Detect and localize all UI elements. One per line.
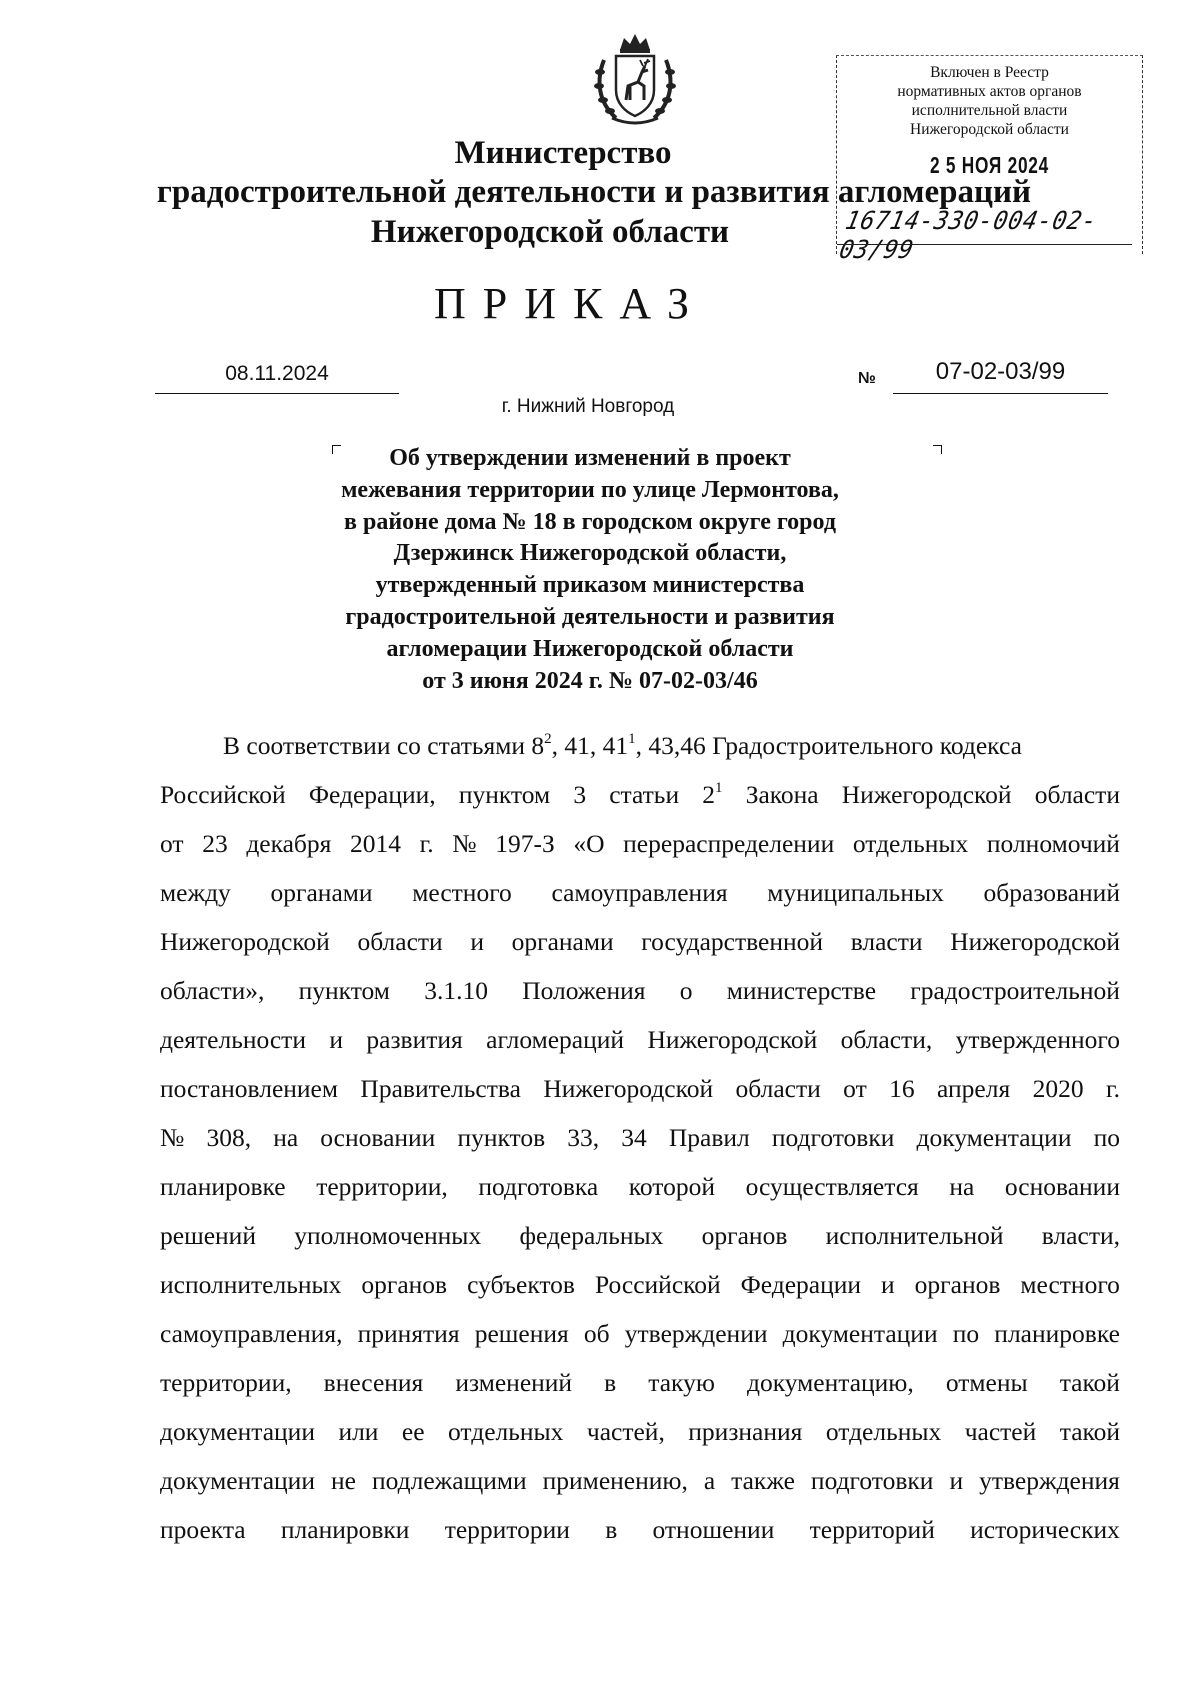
body-word: органов xyxy=(914,1270,1001,1299)
body-word: 16 xyxy=(889,1074,915,1103)
body-word: подготовки xyxy=(771,1123,895,1152)
body-word: планировки xyxy=(280,1515,410,1544)
body-word: Правительства xyxy=(360,1074,521,1103)
body-word: решений xyxy=(160,1221,256,1250)
body-word: 308, xyxy=(206,1123,252,1152)
body-word: г. xyxy=(1106,1074,1120,1103)
body-word: территорий xyxy=(809,1515,935,1544)
body-word: пунктов xyxy=(457,1123,546,1152)
body-line xyxy=(160,1358,1120,1407)
body-word: субъектов xyxy=(467,1270,575,1299)
body-word: 34 xyxy=(621,1123,647,1152)
body-word: между xyxy=(160,878,231,907)
subject-line: Дзержинск Нижегородской области, xyxy=(393,540,787,567)
subject-line: межевания территории по улице Лермонтова, xyxy=(341,476,839,503)
body-line xyxy=(160,1064,1120,1113)
body-word: и xyxy=(329,1025,344,1054)
body-word: уполномоченных xyxy=(294,1221,482,1250)
date-underline xyxy=(155,393,399,394)
body-word: агломераций xyxy=(486,1025,625,1054)
number-underline xyxy=(893,393,1108,394)
body-word: деятельности xyxy=(160,1025,306,1054)
body-word: 197-З xyxy=(495,829,555,858)
body-word: частей, xyxy=(586,1417,665,1446)
body-word: пунктом xyxy=(298,976,390,1005)
body-word: по xyxy=(952,1319,980,1348)
body-word: Федерации xyxy=(740,1270,862,1299)
body-word: 2020 xyxy=(1032,1074,1084,1103)
org-name-line2: градостроительной деятельности и развития агломераций xyxy=(156,174,1032,210)
body-word: подготовка xyxy=(478,1172,599,1201)
body-word: утверждения xyxy=(979,1466,1120,1495)
body-word: от xyxy=(843,1074,867,1103)
stamp-line4: Нижегородской области xyxy=(910,121,1069,138)
body-word: на xyxy=(949,1172,975,1201)
body-word: государственной xyxy=(641,927,824,956)
body-word: органами xyxy=(270,878,373,907)
body-word: статьи xyxy=(609,780,680,809)
body-line xyxy=(160,1309,1120,1358)
body-word: территории xyxy=(444,1515,570,1544)
stamp-date: 2 5 НОЯ 2024 xyxy=(930,152,1049,178)
stamp-registration-number: 16714-330-004-02-03/99 xyxy=(836,206,1101,264)
body-word: которой xyxy=(628,1172,715,1201)
body-word: применению, xyxy=(542,1466,688,1495)
body-word: территории, xyxy=(160,1368,292,1397)
body-word: перераспределении xyxy=(623,829,835,858)
body-word: министерстве xyxy=(726,976,877,1005)
body-word: основании xyxy=(320,1123,436,1152)
body-word: Правил xyxy=(668,1123,750,1152)
body-word: органов xyxy=(361,1270,448,1299)
body-word: Российской xyxy=(160,780,286,809)
body-word: в xyxy=(605,1515,618,1544)
body-word: признания xyxy=(688,1417,803,1446)
body-word: исторических xyxy=(970,1515,1120,1544)
body-word: такой xyxy=(1059,1417,1120,1446)
body-word: органов xyxy=(701,1221,788,1250)
body-word: планировке xyxy=(994,1319,1120,1348)
body-word: изменений xyxy=(455,1368,573,1397)
body-word: апреля xyxy=(937,1074,1011,1103)
body-word: области xyxy=(1034,780,1120,809)
body-word: Российской xyxy=(594,1270,721,1299)
body-word: власти, xyxy=(1041,1221,1120,1250)
body-word: г. xyxy=(419,829,434,858)
number-label: № xyxy=(858,370,876,387)
body-word: Нижегородской xyxy=(841,780,1012,809)
body-word: ее xyxy=(401,1417,425,1446)
body-word: основании xyxy=(1004,1172,1120,1201)
body-word: Закона xyxy=(745,780,819,809)
body-word: исполнительных xyxy=(160,1270,342,1299)
body-line xyxy=(160,1113,1120,1162)
body-word: федеральных xyxy=(519,1221,664,1250)
subject-line: от 3 июня 2024 г. № 07-02-03/46 xyxy=(422,667,758,694)
body-line xyxy=(160,1456,1120,1505)
body-word: 23 xyxy=(202,829,228,858)
body-word: и xyxy=(881,1270,895,1299)
order-subject xyxy=(300,443,880,697)
body-word: на xyxy=(273,1123,299,1152)
body-word: о xyxy=(679,976,693,1005)
body-word: документации xyxy=(160,1417,315,1446)
body-word: отдельных xyxy=(448,1417,564,1446)
body-word: области xyxy=(735,1074,821,1103)
order-body xyxy=(160,721,1120,1554)
body-word: исполнительной xyxy=(825,1221,1004,1250)
body-word: развития xyxy=(366,1025,463,1054)
body-word: от xyxy=(160,829,184,858)
body-word: области», xyxy=(160,976,265,1005)
org-name-line3: Нижегородской области xyxy=(370,214,730,250)
body-word: полномочий xyxy=(986,829,1120,858)
body-word: об xyxy=(583,1319,610,1348)
body-word: постановлением xyxy=(160,1074,339,1103)
stamp-line3: исполнительной власти xyxy=(911,102,1068,119)
body-line xyxy=(160,1162,1120,1211)
body-line xyxy=(160,1505,1120,1554)
body-word: решения xyxy=(474,1319,569,1348)
body-word: Нижегородской xyxy=(647,1025,818,1054)
body-word: $2^1$ xyxy=(702,779,723,809)
body-word: Нижегородской xyxy=(543,1074,714,1103)
org-name-line1: Министерство xyxy=(454,135,672,171)
body-word: подготовки xyxy=(810,1466,934,1495)
body-word: муниципальных xyxy=(767,878,944,907)
body-line xyxy=(160,721,1120,770)
city: г. Нижний Новгород xyxy=(501,396,675,417)
body-word: также xyxy=(731,1466,795,1495)
body-word: или xyxy=(338,1417,379,1446)
subject-line: агломерации Нижегородской области xyxy=(386,635,794,662)
body-word: Положения xyxy=(522,976,646,1005)
body-word: самоуправления xyxy=(551,878,728,907)
body-line xyxy=(160,770,1120,819)
body-line xyxy=(160,1015,1120,1064)
body-line xyxy=(160,1260,1120,1309)
body-word: такую xyxy=(648,1368,715,1397)
body-word: документации xyxy=(782,1319,938,1348)
stamp-underline xyxy=(837,244,1132,245)
body-word: не xyxy=(330,1466,356,1495)
coat-of-arms-icon xyxy=(590,30,680,130)
body-word: Нижегородской xyxy=(950,927,1120,956)
body-word: и xyxy=(949,1466,964,1495)
body-word: местного xyxy=(1020,1270,1120,1299)
body-text: В соответствии со статьями $8^2$, 41, $41^1$, 43,46 Градостроительного кодекса xyxy=(223,730,1022,760)
body-word: отношении xyxy=(652,1515,775,1544)
body-line xyxy=(160,819,1120,868)
body-word: подлежащими xyxy=(371,1466,527,1495)
body-word: по xyxy=(1093,1123,1120,1152)
subject-corner-right xyxy=(933,445,942,454)
body-word: градостроительной xyxy=(910,976,1120,1005)
body-word: образований xyxy=(983,878,1120,907)
body-line xyxy=(160,1407,1120,1456)
body-word: отмены xyxy=(945,1368,1028,1397)
body-word: 2014 xyxy=(350,829,402,858)
body-word: «О xyxy=(573,829,605,858)
body-word: планировке xyxy=(160,1172,286,1201)
body-word: принятия xyxy=(357,1319,460,1348)
body-word: утвержденного xyxy=(955,1025,1120,1054)
subject-line: Об утверждении изменений в проект xyxy=(389,445,791,471)
body-word: власти xyxy=(850,927,923,956)
body-word: отдельных xyxy=(852,829,969,858)
body-word: области xyxy=(357,927,443,956)
body-word: частей xyxy=(964,1417,1037,1446)
body-word: такой xyxy=(1059,1368,1120,1397)
body-word: пунктом xyxy=(458,780,551,809)
body-line xyxy=(160,1211,1120,1260)
body-word: 3 xyxy=(573,780,587,809)
registry-stamp xyxy=(836,55,1143,264)
body-word: в xyxy=(604,1368,617,1397)
body-line xyxy=(160,966,1120,1015)
stamp-line2: нормативных актов органов xyxy=(897,83,1082,100)
body-word: проекта xyxy=(160,1515,246,1544)
body-word: документации xyxy=(916,1123,1072,1152)
body-word: отдельных xyxy=(825,1417,942,1446)
body-word: 33, xyxy=(567,1123,600,1152)
body-word: внесения xyxy=(323,1368,424,1397)
subject-line: в районе дома № 18 в городском округе город xyxy=(344,508,836,535)
subject-line: утвержденный приказом министерства xyxy=(375,572,805,599)
body-word: № xyxy=(160,1123,185,1152)
order-date: 08.11.2024 xyxy=(225,362,329,385)
body-word: самоуправления, xyxy=(160,1319,343,1348)
body-word: Федерации, xyxy=(308,780,436,809)
body-word: 3.1.10 xyxy=(424,976,488,1005)
body-word: осуществляется xyxy=(745,1172,919,1201)
body-word: органами xyxy=(511,927,614,956)
body-word: местного xyxy=(412,878,512,907)
body-word: документацию, xyxy=(746,1368,914,1397)
body-word: а xyxy=(703,1466,716,1495)
body-word: № xyxy=(452,829,477,858)
order-number: 07-02-03/99 xyxy=(935,358,1066,385)
body-word: территории, xyxy=(316,1172,448,1201)
stamp-line1: Включен в Реестр xyxy=(930,64,1049,81)
body-word: декабря xyxy=(246,829,332,858)
body-word: области, xyxy=(840,1025,933,1054)
body-word: документации xyxy=(160,1466,315,1495)
body-word: Нижегородской xyxy=(160,927,330,956)
body-word: и xyxy=(470,927,484,956)
document-title: ПРИКАЗ xyxy=(433,279,707,328)
body-line xyxy=(160,917,1120,966)
subject-line: градостроительной деятельности и развития xyxy=(345,603,835,630)
body-line xyxy=(160,868,1120,917)
body-word: утверждении xyxy=(624,1319,768,1348)
